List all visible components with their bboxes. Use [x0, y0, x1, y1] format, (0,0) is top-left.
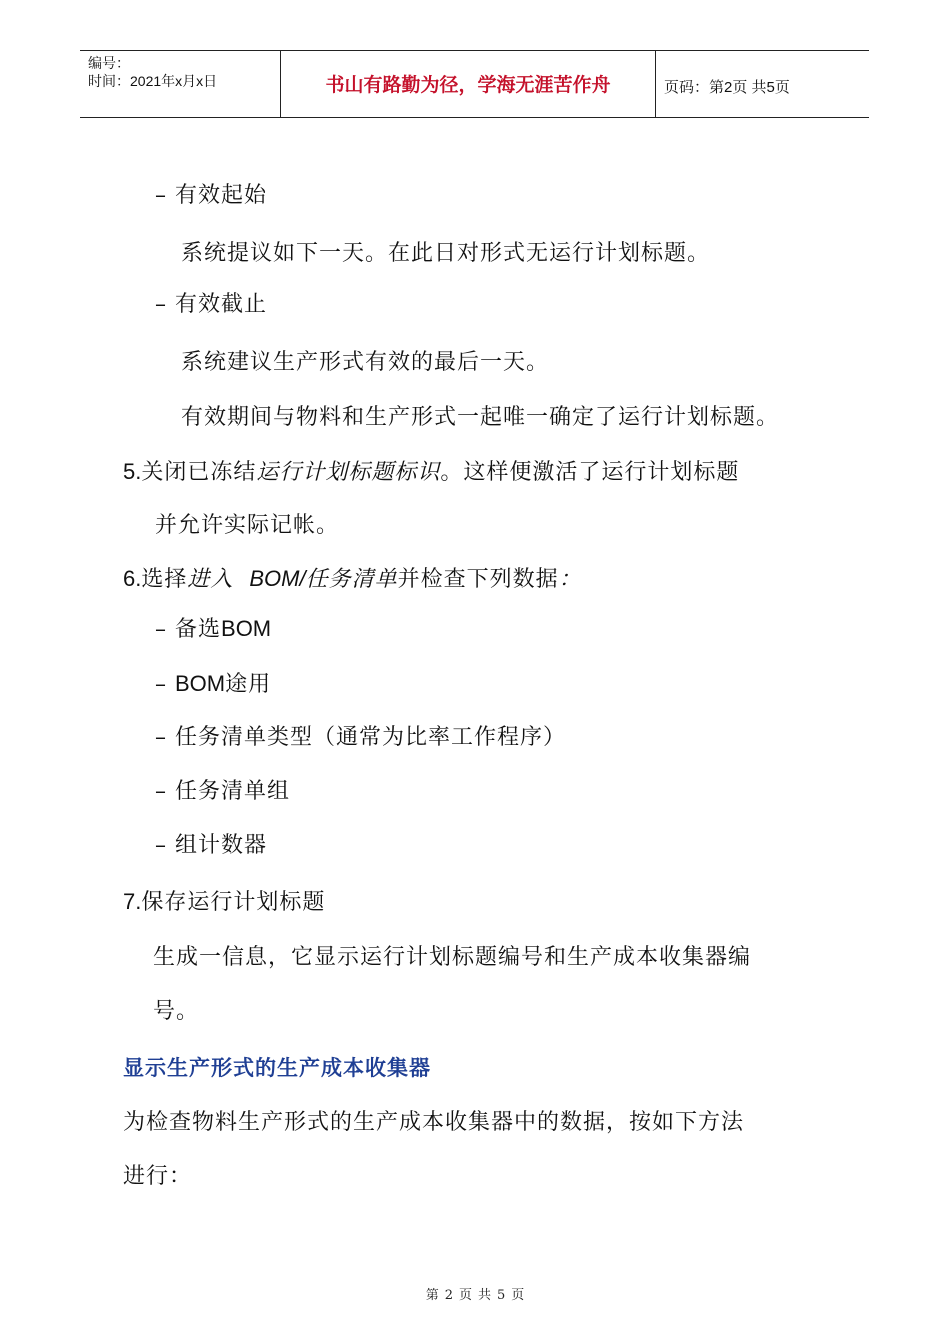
step-number: 5.: [123, 459, 142, 484]
footer-total-pages: 5: [497, 1288, 506, 1303]
step-number: 7.: [123, 889, 142, 914]
footer-text: 第: [425, 1288, 439, 1303]
step-text: 关闭已冻结: [141, 460, 257, 485]
footer-text: 共: [478, 1288, 492, 1303]
list-item-label: 有效截止: [175, 292, 268, 317]
dash: –: [155, 183, 167, 208]
validity-note: 有效期间与物料和生产形式一起唯一确定了运行计划标题。: [181, 405, 780, 430]
list-item-label: 途用: [225, 672, 272, 697]
step-text-italic: ：: [558, 567, 582, 592]
step-text: 选择: [141, 567, 188, 592]
list-item-label: 备选: [175, 617, 222, 642]
data-item-bom-usage: [155, 669, 271, 700]
dash: –: [155, 617, 167, 642]
paragraph: 为检查物料生产形式的生产成本收集器中的数据，按如下方法: [123, 1110, 745, 1135]
list-item-label: 组计数器: [175, 833, 268, 858]
list-item-label: BOM: [221, 616, 272, 641]
step-6: [123, 564, 582, 595]
header-top-rule: [80, 50, 869, 51]
step-text-italic: BOM/: [249, 566, 306, 591]
data-item-tasklist-type: [155, 723, 566, 753]
step-text: 。这样便激活了运行计划标题: [440, 460, 740, 485]
valid-from-description: 系统提议如下一天。在此日对形式无运行计划标题。: [181, 241, 711, 266]
paragraph-cont: 进行：: [123, 1164, 193, 1189]
dash: –: [155, 779, 167, 804]
dash: –: [155, 725, 167, 750]
list-item-valid-to: [155, 290, 267, 320]
header-divider-right: [655, 50, 656, 118]
list-item-label: 任务清单类型（通常为比率工作程序）: [175, 725, 567, 750]
list-item-label: 任务清单组: [175, 779, 291, 804]
dash: –: [155, 292, 167, 317]
valid-to-description: 系统建议生产形式有效的最后一天。: [181, 350, 550, 375]
header-meta: [88, 54, 217, 90]
step-number: 6.: [123, 566, 142, 591]
step-7: [123, 887, 325, 918]
step-7-description-cont: 号。: [153, 999, 200, 1024]
step-text-italic: 进入: [187, 567, 250, 592]
section-heading: 显示生产形式的生产成本收集器: [123, 1056, 431, 1080]
footer-page-number: 2: [444, 1288, 453, 1303]
dash: –: [155, 672, 167, 697]
footer-text: 页: [458, 1288, 472, 1303]
document-time: 时间：2021年x月x日: [88, 73, 218, 89]
step-text-italic: 运行计划标题标识: [256, 460, 441, 485]
list-item-label: BOM: [175, 671, 226, 696]
dash: –: [155, 833, 167, 858]
header-bottom-rule: [80, 117, 869, 118]
header-page-info: 页码：第2页 共5页: [664, 79, 790, 96]
step-5: [123, 457, 739, 488]
footer-text: 页: [511, 1288, 525, 1303]
step-text: 保存运行计划标题: [141, 890, 326, 915]
header-motto: 书山有路勤为径，学海无涯苦作舟: [325, 74, 611, 96]
data-item-alt-bom: [155, 614, 271, 645]
page-footer: [0, 1284, 950, 1303]
data-item-group-counter: [155, 831, 267, 861]
step-text-italic: 任务清单: [305, 567, 398, 592]
data-item-tasklist-group: [155, 777, 290, 807]
document-number-label: 编号：: [88, 55, 130, 71]
step-5-continuation: 并允许实际记帐。: [155, 513, 340, 538]
list-item-label: 有效起始: [175, 183, 268, 208]
step-text: 并检查下列数据: [397, 567, 559, 592]
list-item-valid-from: [155, 181, 267, 211]
step-7-description: 生成一信息，它显示运行计划标题编号和生产成本收集器编: [153, 945, 752, 970]
